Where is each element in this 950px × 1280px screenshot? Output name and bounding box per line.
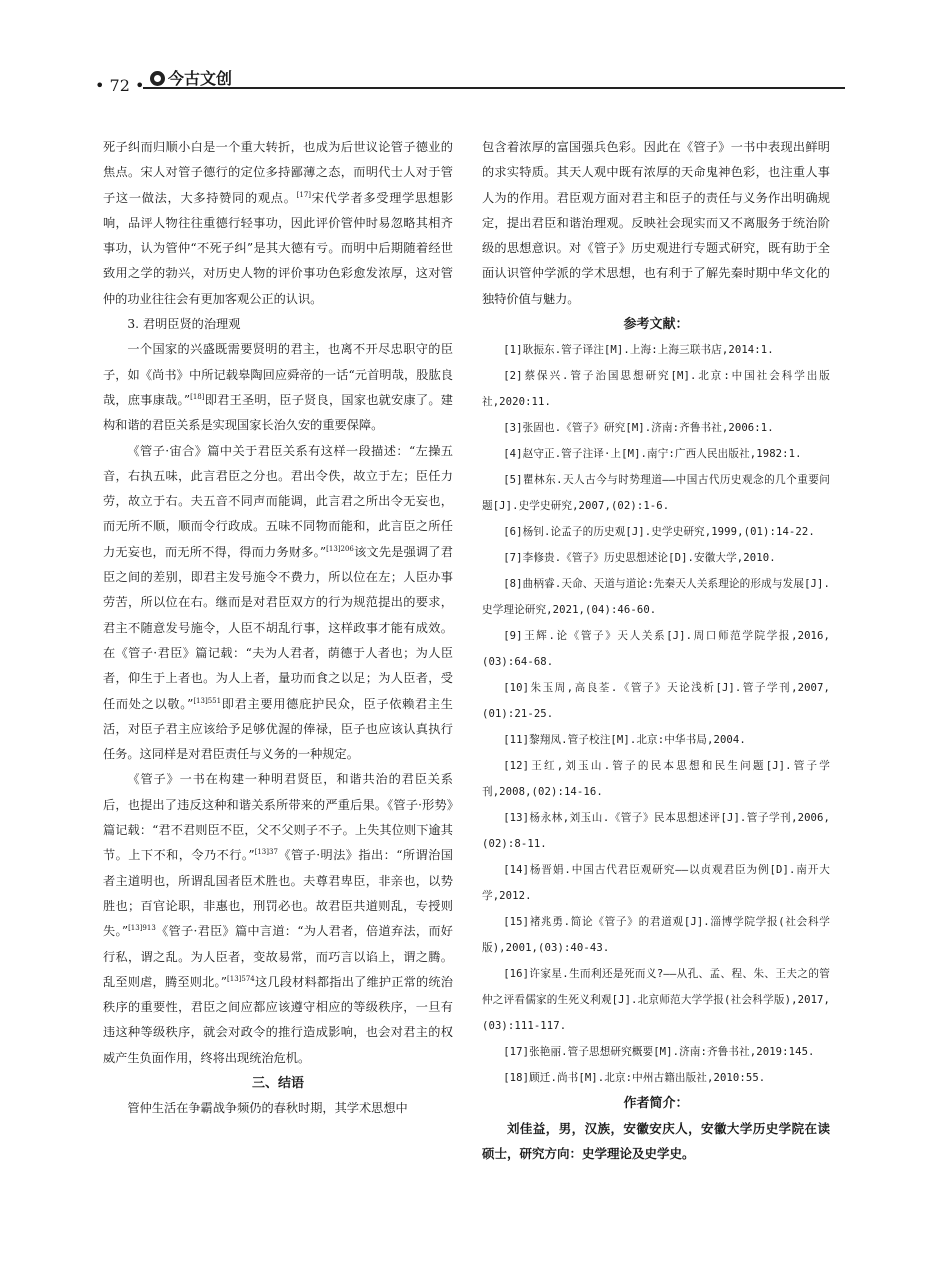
citation: [17] [296,190,312,199]
right-column [482,135,830,1215]
paragraph: 一个国家的兴盛既需要贤明的君主，也离不开尽忠职守的臣子，如《尚书》中所记载皋陶回应舜帝的一话“元首明哉，股肱良哉，庶事康哉。”[18]即君王圣明，臣子贤良，国家也就安康了。建构和谐的君臣关系是实现国家长治久安的重要保障。 [103,342,453,433]
reference-item: [17]张艳丽.管子思想研究概要[M].济南:齐鲁书社,2019:145. [503,1046,815,1059]
reference-item: [6]杨钊.论孟子的历史观[J].史学史研究,1999,(01):14-22. [503,526,815,539]
author-title: 作者简介： [623,1096,689,1112]
reference-item: [18]顾迁.尚书[M].北京:中州古籍出版社,2010:55. [503,1072,766,1085]
left-column [103,135,453,1215]
author-bio: 刘佳益，男，汉族，安徽安庆人，安徽大学历史学院在读硕士，研究方向：史学理论及史学史。 [482,1121,830,1162]
reference-item: [12]王红,刘玉山.管子的民本思想和民生问题[J].管子学刊,2008,(02):14-16. [482,760,830,799]
reference-item: [10]朱玉周,高良荃.《管子》天论浅析[J].管子学刊,2007,(01):21-25. [482,682,830,721]
citation: [18] [190,392,205,401]
reference-item: [3]张固也.《管子》研究[M].济南:齐鲁书社,2006:1. [503,422,774,435]
paragraph: 《管子·宙合》篇中关于君臣关系有这样一段描述：“左操五音，右执五味，此言君臣之分也。君出令佚，故立于左；臣任力劳，故立于右。夫五音不同声而能调，此言君之所出令无妄也，而无所不顺，顺而令行政成。五味不同物而能和，此言臣之所任力无妄也，而无所不得，得而力务财多。”$^{[13]206}$该文先是强调了君臣之间的差别，即君主发号施令不费力，所以位在左；人臣办事劳苦，所以位在右。继而是对君臣双方的行为规范提出的要求，君主不随意发号施令，人臣不胡乱行事，这样政事才能有成效。在《管子·君臣》篇记载：“夫为人君者，荫德于人者也；为人臣者，仰生于上者也。为人上者，量功而食之以足；为人臣者，受任而处之以敬。”$^{[13]551}$即君主要用德庇护民众，臣子依赖君主生活，对臣子君主应该给予足够优渥的俸禄，臣子也应该认真执行任务。这同样是对君臣责任与义务的一种规定。 [103,443,453,762]
reference-item: [16]许家星.生而利还是死而义?——从孔、孟、程、朱、王夫之的管仲之评看儒家的生死义利观[J].北京师范大学学报(社会科学版),2017,(03):111-117. [482,968,830,1033]
reference-item: [14]杨晋娟.中国古代君臣观研究——以贞观君臣为例[D].南开大学,2012. [482,864,830,903]
reference-item: [15]褚兆勇.简论《管子》的君道观[J].淄博学院学报(社会科学版),2001,(03):40-43. [482,916,830,955]
reference-item: [5]瞿林东.天人古今与时势理道——中国古代历史观念的几个重要问题[J].史学史研究,2007,(02):1-6. [482,474,830,513]
reference-item: [7]李修贵.《管子》历史思想述论[D].安徽大学,2010. [503,552,776,565]
references-list [482,337,830,1091]
page-number: • 72 • [95,76,145,95]
section-title: 三、结语 [251,1075,304,1091]
reference-item: [13]杨永林,刘玉山.《管子》民本思想述评[J].管子学刊,2006,(02):8-11. [482,812,830,851]
page-header [95,62,845,96]
reference-item: [2]蔡保兴.管子治国思想研究[M].北京:中国社会科学出版社,2020:11. [482,370,830,409]
journal-logo-icon [150,71,165,86]
paragraph: 《管子》一书在构建一种明君贤臣，和谐共治的君臣关系后，也提出了违反这种和谐关系所带来的严重后果。《管子·形势》篇记载：“君不君则臣不臣，父不父则子不子。上失其位则下逾其节。上下不和，令乃不行。”$^{[13]37}$《管子·明法》指出：“所谓治国者主道明也，所谓乱国者臣术胜也。夫尊君卑臣，非亲也，以势胜也；百官论职，非惠也，刑罚必也。故君臣共道则乱，专授则失。”$^{[13]913}$《管子·君臣》篇中言道：“为人君者，倍道弃法，而好行私，谓之乱。为人臣者，变故易常，而巧言以谄上，谓之腾。乱至则虐，腾至则北。”$^{[13]574}$这几段材料都指出了维护正常的统治秩序的重要性，君臣之间应都应该遵守相应的等级秩序，一旦有违这种等级秩序，就会对政令的推行造成影响，也会对君主的权威产生负面作用，终将出现统治危机。 [103,772,453,1065]
journal-logo [150,66,232,89]
paragraph: 管仲生活在争霸战争频仍的春秋时期，其学术思想中 [127,1100,408,1115]
citation: [13]206 [326,544,354,553]
citation: [13]913 [128,924,156,933]
reference-item: [11]黎翔凤.管子校注[M].北京:中华书局,2004. [503,734,746,747]
paragraph: 包含着浓厚的富国强兵色彩。因此在《管子》一书中表现出鲜明的求实特质。其天人观中既有浓厚的天命鬼神色彩，也注重人事人为的作用。君臣观方面对君主和臣子的责任与义务作出明确规定，提出君臣和谐治理观。反映社会现实而又不离服务于统治阶级的思想意识。对《管子》历史观进行专题式研究，既有助于全面认识管仲学派的学术思想，也有利于了解先秦时期中华文化的独特价值与魅力。 [482,140,830,306]
reference-item: [9]王辉.论《管子》天人关系[J].周口师范学院学报,2016,(03):64-68. [482,630,830,669]
references-title: 参考文献： [623,317,689,333]
subheading: 3. 君明臣贤的治理观 [127,317,241,332]
reference-item: [1]耿振东.管子译注[M].上海:上海三联书店,2014:1. [503,344,774,357]
citation: [13]37 [254,848,278,857]
journal-name: 今古文创 [168,69,233,88]
citation: [13]551 [193,696,222,705]
paragraph: 死子纠而归顺小白是一个重大转折，也成为后世议论管子德业的焦点。宋人对管子德行的定位多持鄙薄之态，而明代士人对于管子这一做法，大多持赞同的观点。[17]宋代学者多受理学思想影响，品评人物往往重德行轻事功，因此评价管仲时易忽略其相齐事功，认为管仲“不死子纠”是其大德有亏。而明中后期随着经世致用之学的勃兴，对历史人物的评价事功色彩愈发浓厚，这对管仲的功业往往会有更加客观公正的认识。 [103,140,453,306]
reference-item: [4]赵守正.管子注译·上[M].南宁:广西人民出版社,1982:1. [503,448,802,461]
reference-item: [8]曲柄睿.天命、天道与道论:先秦天人关系理论的形成与发展[J].史学理论研究,2021,(04):46-60. [482,578,830,617]
citation: [13]574 [227,974,255,983]
header-rule [143,87,845,89]
